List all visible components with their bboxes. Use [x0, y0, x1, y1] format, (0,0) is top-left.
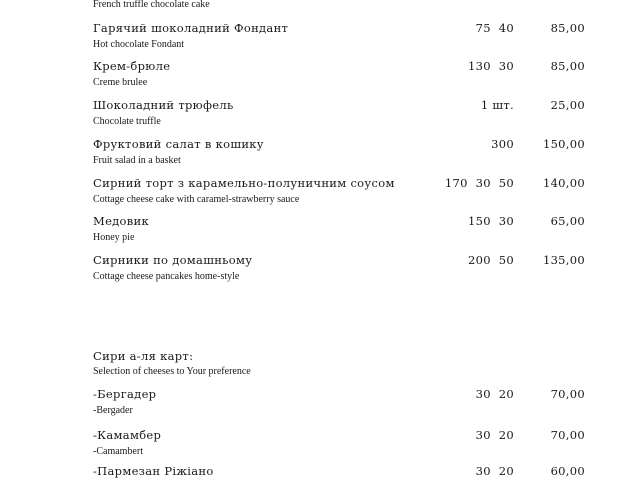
menu-item-weight: 300	[491, 137, 514, 151]
menu-item-weight: 170 30 50	[444, 176, 514, 190]
menu-item-english: Creme brulee	[93, 77, 148, 88]
menu-item-name: Крем-брюле	[93, 59, 171, 73]
cheese-item-name: -Бергадер	[93, 387, 157, 401]
menu-item	[93, 59, 593, 93]
cheese-item-english: -Camambert	[93, 446, 143, 457]
cheese-item	[93, 387, 593, 421]
menu-item	[93, 214, 593, 248]
menu-item-name: Медовик	[93, 214, 150, 228]
menu-item-price: 25,00	[550, 98, 585, 112]
cheese-item	[93, 464, 593, 480]
cheese-item-price: 70,00	[550, 387, 585, 401]
cheese-item-price: 70,00	[550, 428, 585, 442]
cheese-item-name: -Камамбер	[93, 428, 162, 442]
menu-item-price: 135,00	[542, 253, 585, 267]
section-subtitle: Selection of cheeses to Your preference	[93, 366, 251, 377]
top-item-subtitle: French truffle chocolate cake	[93, 0, 210, 10]
menu-item-name: Сирники по домашньому	[93, 253, 253, 267]
menu-item-english: Hot chocolate Fondant	[93, 39, 185, 50]
section-title: Сири а-ля карт:	[93, 349, 194, 363]
menu-item-english: Cottage cheese cake with caramel-strawberry sauce	[93, 194, 300, 205]
cheese-item-name: -Пармезан Ріжіано	[93, 464, 214, 478]
menu-item-price: 85,00	[550, 21, 585, 35]
cheese-item-weight: 30 20	[475, 387, 514, 401]
menu-item	[93, 21, 593, 55]
menu-item-price: 150,00	[542, 137, 585, 151]
cheese-item-weight: 30 20	[475, 428, 514, 442]
cheese-item-english: -Bergader	[93, 405, 133, 416]
menu-item-english: Cottage cheese pancakes home-style	[93, 271, 240, 282]
cheese-item-weight: 30 20	[475, 464, 514, 478]
menu-item-english: Fruit salad in a basket	[93, 155, 181, 166]
menu-item-weight: 200 50	[468, 253, 514, 267]
menu-item-name: Фруктовий салат в кошику	[93, 137, 264, 151]
menu-item	[93, 98, 593, 132]
menu-item	[93, 137, 593, 171]
menu-item-english: Chocolate truffle	[93, 116, 161, 127]
menu-item-weight: 1 шт.	[480, 98, 514, 112]
menu-item-price: 65,00	[550, 214, 585, 228]
menu-item-weight: 130 30	[468, 59, 514, 73]
menu-item	[93, 176, 593, 210]
menu-item-name: Сирний торт з карамельно-полуничним соусом	[93, 176, 395, 190]
menu-item-name: Гарячий шоколадний Фондант	[93, 21, 289, 35]
cheese-item	[93, 428, 593, 462]
menu-item-name: Шоколадний трюфель	[93, 98, 234, 112]
menu-item-english: Honey pie	[93, 232, 135, 243]
menu-item-price: 85,00	[550, 59, 585, 73]
menu-item-price: 140,00	[542, 176, 585, 190]
menu-item	[93, 253, 593, 287]
cheese-item-price: 60,00	[550, 464, 585, 478]
menu-item-weight: 75 40	[475, 21, 514, 35]
menu-item-weight: 150 30	[468, 214, 514, 228]
